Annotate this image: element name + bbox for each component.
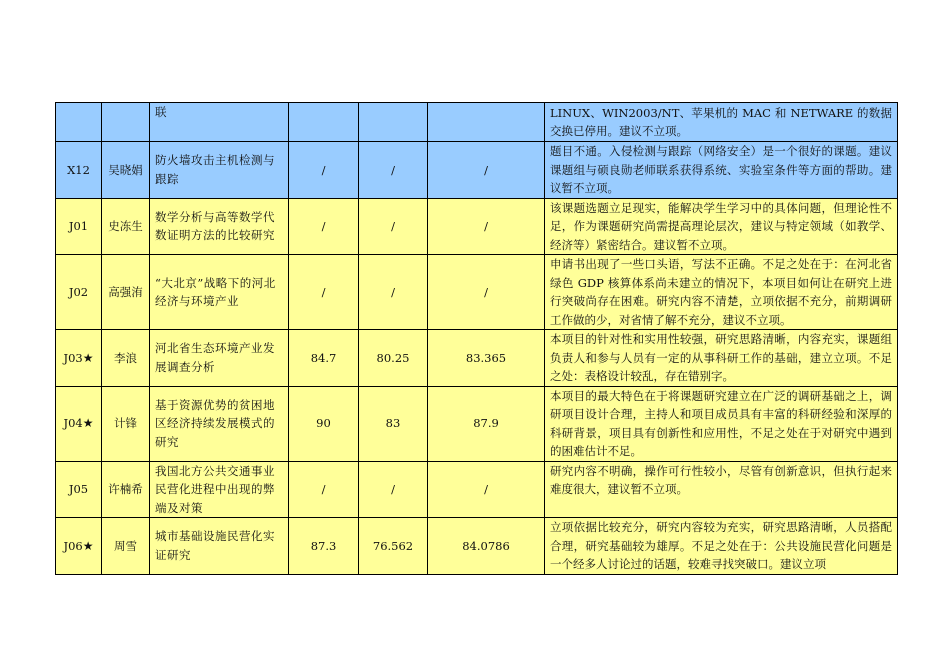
score-1-cell: / xyxy=(289,142,359,199)
project-title-cell: 我国北方公共交通事业民营化进程中出现的弊端及对策 xyxy=(150,461,289,518)
project-id-cell: J02 xyxy=(56,255,102,330)
project-id-cell: X12 xyxy=(56,142,102,199)
project-title-cell: “大北京”战略下的河北经济与环境产业 xyxy=(150,255,289,330)
applicant-name-cell: 周雪 xyxy=(102,518,150,575)
score-3-cell: / xyxy=(428,255,545,330)
score-1-cell: 84.7 xyxy=(289,330,359,387)
score-3-cell: / xyxy=(428,461,545,518)
project-id-cell: J01 xyxy=(56,198,102,255)
applicant-name-cell: 高强洧 xyxy=(102,255,150,330)
applicant-name-cell: 史冻生 xyxy=(102,198,150,255)
score-1-cell: / xyxy=(289,255,359,330)
project-id-cell: J05 xyxy=(56,461,102,518)
score-3-cell: / xyxy=(428,142,545,199)
score-3-cell xyxy=(428,103,545,142)
project-id-cell: J04★ xyxy=(56,386,102,461)
score-2-cell: / xyxy=(359,198,428,255)
table-row xyxy=(56,461,898,518)
review-comment-cell: 研究内容不明确，操作可行性较小，尽管有创新意识，但执行起来难度很大，建议暂不立项。 xyxy=(545,461,898,518)
review-comment-cell: 本项目的针对性和实用性较强，研究思路清晰，内容充实，课题组负责人和参与人员有一定的从事科研工作的基础，建立立项。不足之处：表格设计较乱，存在错别字。 xyxy=(545,330,898,387)
star-icon: ★ xyxy=(82,538,94,553)
review-comment-cell: 本项目的最大特色在于将课题研究建立在广泛的调研基础之上，调研项目设计合理，主持人和项目成员具有丰富的科研经验和深厚的科研背景，项目具有创新性和应用性，不足之处在于对研究中遇到的困难估计不足。 xyxy=(545,386,898,461)
table-row xyxy=(56,386,898,461)
score-2-cell: / xyxy=(359,461,428,518)
table-row xyxy=(56,330,898,387)
review-comment-cell: 申请书出现了一些口头语，写法不正确。不足之处在于：在河北省绿色 GDP 核算体系尚未建立的情况下，本项目如何让在研究上进行突破尚存在困难。研究内容不清楚，立项依据不充分，前期调研工作做的少，对省情了解不充分，建议不立项。 xyxy=(545,255,898,330)
score-2-cell: / xyxy=(359,142,428,199)
score-2-cell: / xyxy=(359,255,428,330)
table-row xyxy=(56,142,898,199)
project-title-cell: 联 xyxy=(150,103,289,142)
project-id-cell: J03★ xyxy=(56,330,102,387)
applicant-name-cell: 李浪 xyxy=(102,330,150,387)
score-1-cell: / xyxy=(289,461,359,518)
score-2-cell xyxy=(359,103,428,142)
score-1-cell: 90 xyxy=(289,386,359,461)
score-3-cell: 83.365 xyxy=(428,330,545,387)
star-icon: ★ xyxy=(82,416,94,431)
applicant-name-cell: 吴晓娟 xyxy=(102,142,150,199)
table-row xyxy=(56,198,898,255)
score-2-cell: 80.25 xyxy=(359,330,428,387)
table-row xyxy=(56,255,898,330)
score-2-cell: 76.562 xyxy=(359,518,428,575)
table-row xyxy=(56,103,898,142)
project-title-cell: 基于资源优势的贫困地区经济持续发展模式的研究 xyxy=(150,386,289,461)
score-3-cell: / xyxy=(428,198,545,255)
star-icon: ★ xyxy=(82,350,94,365)
review-comment-cell: LINUX、WIN2003/NT、苹果机的 MAC 和 NETWARE 的数据交换已停用。建议不立项。 xyxy=(545,103,898,142)
review-comment-cell: 该课题选题立足现实，能解决学生学习中的具体问题，但理论性不足，作为课题研究尚需提高理论层次，建议与特定领域（如教学、经济等）紧密结合。建议暂不立项。 xyxy=(545,198,898,255)
score-1-cell xyxy=(289,103,359,142)
project-title-cell: 数学分析与高等数学代数证明方法的比较研究 xyxy=(150,198,289,255)
project-title-cell: 河北省生态环境产业发展调查分析 xyxy=(150,330,289,387)
project-id-cell: J06★ xyxy=(56,518,102,575)
score-1-cell: / xyxy=(289,198,359,255)
applicant-name-cell xyxy=(102,103,150,142)
score-3-cell: 87.9 xyxy=(428,386,545,461)
score-1-cell: 87.3 xyxy=(289,518,359,575)
review-comment-cell: 立项依据比较充分，研究内容较为充实，研究思路清晰，人员搭配合理，研究基础较为雄厚。不足之处在于：公共设施民营化问题是一个经多人讨论过的话题，较难寻找突破口。建议立项 xyxy=(545,518,898,575)
score-2-cell: 83 xyxy=(359,386,428,461)
project-id-cell xyxy=(56,103,102,142)
table-row xyxy=(56,518,898,575)
review-comment-cell: 题目不通。入侵检测与跟踪（网络安全）是一个很好的课题。建议课题组与硕良勋老师联系获得系统、实验室条件等方面的帮助。建议暂不立项。 xyxy=(545,142,898,199)
project-title-cell: 城市基础设施民营化实证研究 xyxy=(150,518,289,575)
applicant-name-cell: 许楠希 xyxy=(102,461,150,518)
project-title-cell: 防火墙攻击主机检测与跟踪 xyxy=(150,142,289,199)
applicant-name-cell: 计锋 xyxy=(102,386,150,461)
score-3-cell: 84.0786 xyxy=(428,518,545,575)
review-table xyxy=(55,102,898,575)
